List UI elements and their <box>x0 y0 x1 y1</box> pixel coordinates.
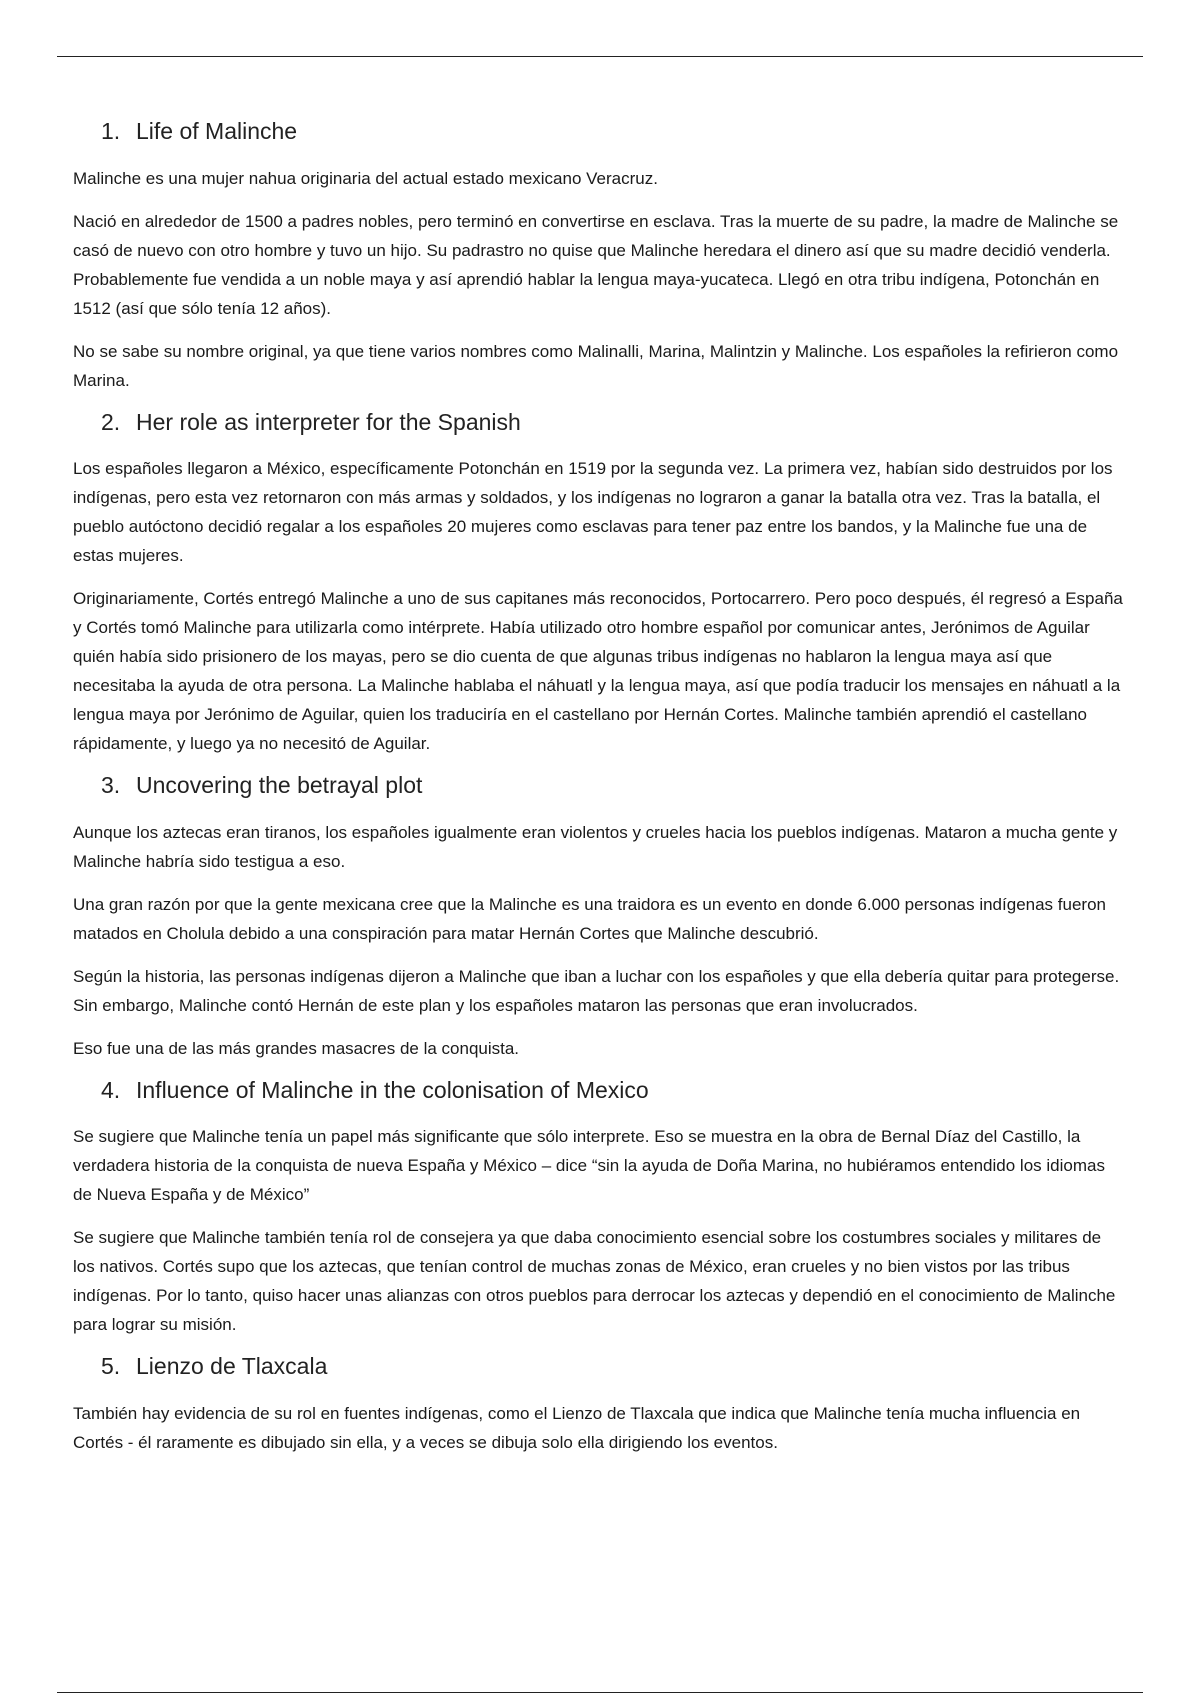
section-heading <box>73 409 1123 437</box>
paragraph: Los españoles llegaron a México, específicamente Potonchán en 1519 por la segunda vez. La primera vez, habían sido destruidos por los indígenas, pero esta vez retornaron con más armas y soldados, y los indígenas no lograron a ganar la batalla otra vez. Tras la batalla, el pueblo autóctono decidió regalar a los españoles 20 mujeres como esclavas para tener paz entre los bandos, y la Malinche fue una de estas mujeres. <box>73 459 1113 566</box>
header-rule <box>57 56 1143 57</box>
section-number: 2. <box>101 408 121 435</box>
section-number: 3. <box>101 772 121 799</box>
paragraph: No se sabe su nombre original, ya que tiene varios nombres como Malinalli, Marina, Malintzin y Malinche. Los españoles la refirieron como Marina. <box>73 341 1119 390</box>
section-heading <box>73 118 1123 146</box>
section-title: Her role as interpreter for the Spanish <box>136 408 521 435</box>
paragraph: Originariamente, Cortés entregó Malinche a uno de sus capitanes más reconocidos, Portocarrero. Pero poco después, él regresó a España y Cortés tomó Malinche para utilizarla como intérprete. Había utilizado otro hombre español por comunicar antes, Jerónimos de Aguilar quién había sido prisionero de los mayas, pero se dio cuenta de que algunas tribus indígenas no hablaron la lengua maya así que necesitaba la ayuda de otra persona. La Malinche hablaba el náhuatl y la lengua maya, así que podía traducir los mensajes en náhuatl a la lengua maya por Jerónimo de Aguilar, quien los traduciría en el castellano por Hernán Cortes. Malinche también aprendió el castellano rápidamente, y luego ya no necesitó de Aguilar. <box>73 589 1123 754</box>
section-title: Life of Malinche <box>136 118 298 144</box>
section-interpreter-role <box>73 409 1123 759</box>
section-title: Lienzo de Tlaxcala <box>136 1353 328 1380</box>
section-title: Influence of Malinche in the colonisation of Mexico <box>136 1076 649 1103</box>
paragraph: Aunque los aztecas eran tiranos, los españoles igualmente eran violentos y crueles hacia los pueblos indígenas. Mataron a mucha gente y Malinche habría sido testigua a eso. <box>73 822 1118 871</box>
paragraph: Malinche es una mujer nahua originaria del actual estado mexicano Veracruz. <box>73 168 658 188</box>
section-lienzo-de-tlaxcala <box>73 1353 1123 1457</box>
paragraph: Eso fue una de las más grandes masacres de la conquista. <box>73 1038 520 1058</box>
paragraph: Se sugiere que Malinche también tenía rol de consejera ya que daba conocimiento esencial sobre los costumbres sociales y militares de los nativos. Cortés supo que los aztecas, que tenían control de muchas zonas de México, eran crueles y no bien vistos por las tribus indígenas. Por lo tanto, quiso hacer unas alianzas con otros pueblos para derrocar los aztecas y dependió en el conocimiento de Malinche para lograr su misión. <box>73 1228 1116 1335</box>
section-heading <box>73 772 1123 800</box>
paragraph: También hay evidencia de su rol en fuentes indígenas, como el Lienzo de Tlaxcala que indica que Malinche tenía mucha influencia en Cortés - él raramente es dibujado sin ella, y a veces se dibuja solo ella dirigiendo los eventos. <box>73 1403 1081 1452</box>
section-title: Uncovering the betrayal plot <box>136 772 423 799</box>
document-body <box>73 118 1123 1471</box>
footer-rule <box>57 1692 1143 1693</box>
section-betrayal-plot <box>73 772 1123 1063</box>
section-number: 1. <box>101 118 121 144</box>
paragraph: Según la historia, las personas indígenas dijeron a Malinche que iban a luchar con los españoles y que ella debería quitar para protegerse. Sin embargo, Malinche contó Hernán de este plan y los españoles mataron las personas que eran involucrados. <box>73 966 1120 1015</box>
section-life-of-malinche <box>73 118 1123 395</box>
section-heading <box>73 1353 1123 1381</box>
section-influence-colonisation <box>73 1077 1123 1340</box>
paragraph: Nació en alrededor de 1500 a padres nobles, pero terminó en convertirse en esclava. Tras la muerte de su padre, la madre de Malinche se casó de nuevo con otro hombre y tuvo un hijo. Su padrastro no quise que Malinche heredara el dinero así que su madre decidió venderla. Probablemente fue vendida a un noble maya y así aprendió hablar la lengua maya-yucateca. Llegó en otra tribu indígena, Potonchán en 1512 (así que sólo tenía 12 años). <box>73 211 1119 318</box>
paragraph: Se sugiere que Malinche tenía un papel más significante que sólo interprete. Eso se muestra en la obra de Bernal Díaz del Castillo, la verdadera historia de la conquista de nueva España y México – dice “sin la ayuda de Doña Marina, no hubiéramos entendido los idiomas de Nueva España y de México” <box>73 1127 1105 1205</box>
section-number: 4. <box>101 1076 121 1103</box>
section-heading <box>73 1077 1123 1105</box>
paragraph: Una gran razón por que la gente mexicana cree que la Malinche es una traidora es un evento en donde 6.000 personas indígenas fueron matados en Cholula debido a una conspiración para matar Hernán Cortes que Malinche descubrió. <box>73 894 1106 943</box>
section-number: 5. <box>101 1353 121 1380</box>
